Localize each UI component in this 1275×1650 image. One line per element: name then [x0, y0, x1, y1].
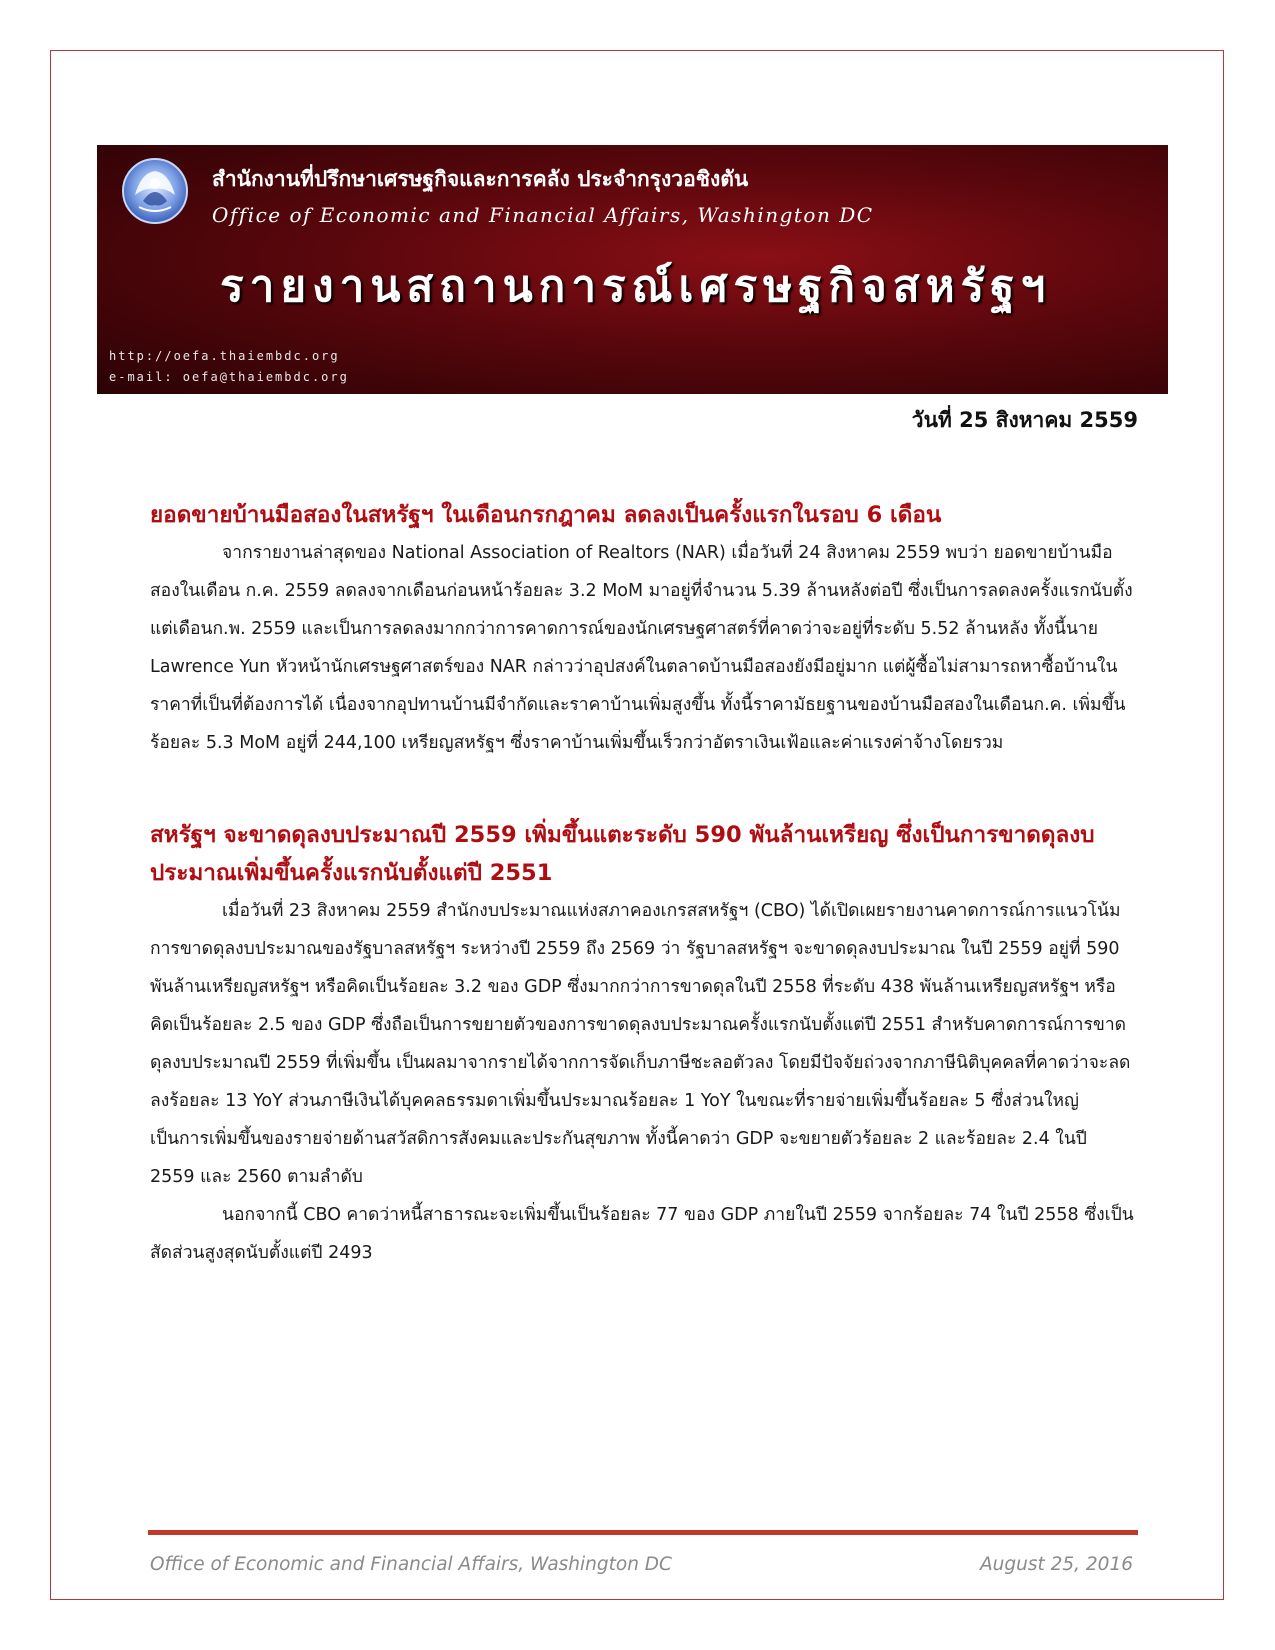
paragraph-budget-deficit: เมื่อวันที่ 23 สิงหาคม 2559 สำนักงบประมาณแห่งสภาคองเกรสสหรัฐฯ (CBO) ได้เปิดเผยรายงานคาดการณ์การแนวโน้มการขาดดุลงบประมาณของรัฐบาลสหรัฐฯ ระหว่างปี 2559 ถึง 2569 ว่า รัฐบาลสหรัฐฯ จะขาดดุลงบประมาณ ในปี 2559 อยู่ที่ 590 พันล้านเหรียญสหรัฐฯ หรือคิดเป็นร้อยละ 3.2 ของ GDP ซึ่งมากกว่าการขาดดุลในปี 2558 ที่ระดับ 438 พันล้านเหรียญสหรัฐฯ หรือคิดเป็นร้อยละ 2.5 ของ GDP ซึ่งถือเป็นการขยายตัวของการขาดดุลงบประมาณครั้งแรกนับตั้งแต่ปี 2551 สำหรับคาดการณ์การขาดดุลงบประมาณปี 2559 ที่เพิ่มขึ้น เป็นผลมาจากรายได้จากการจัดเก็บภาษีชะลอตัวลง โดยมีปัจจัยถ่วงจากภาษีนิติบุคคลที่คาดว่าจะลดลงร้อยละ 13 YoY ส่วนภาษีเงินได้บุคคลธรรมดาเพิ่มขึ้นประมาณร้อยละ 1 YoY ในขณะที่รายจ่ายเพิ่มขึ้นร้อยละ 5 ซึ่งส่วนใหญ่เป็นการเพิ่มขึ้นของรายจ่ายด้านสวัสดิการสังคมและประกันสุขภาพ ทั้งนี้คาดว่า GDP จะขยายตัวร้อยละ 2 และร้อยละ 2.4 ในปี 2559 และ 2560 ตามลำดับ [150, 901, 1131, 1187]
garuda-emblem-icon [119, 155, 191, 227]
office-name-thai: สำนักงานที่ปรึกษาเศรษฐกิจและการคลัง ประจำกรุงวอชิงตัน [212, 167, 749, 191]
footer-office-name: Office of Economic and Financial Affairs, Washington DC [150, 1554, 672, 1575]
footer-date: August 25, 2016 [979, 1554, 1133, 1575]
office-name-english: Office of Economic and Financial Affairs, Washington DC [212, 203, 874, 227]
report-title: รายงานสถานการณ์เศรษฐกิจสหรัฐฯ [220, 261, 1052, 312]
footer-divider [148, 1530, 1138, 1535]
contact-email[interactable]: e-mail: oefa@thaiembdc.org [109, 370, 349, 384]
header-banner [97, 145, 1168, 394]
website-url[interactable]: http://oefa.thaiembdc.org [109, 349, 340, 363]
section-spacer [150, 762, 1135, 816]
report-body [150, 496, 1135, 1272]
paragraph-public-debt: นอกจากนี้ CBO คาดว่าหนี้สาธารณะจะเพิ่มขึ้นเป็นร้อยละ 77 ของ GDP ภายในปี 2559 จากร้อยละ 74 ในปี 2558 ซึ่งเป็นสัดส่วนสูงสุดนับตั้งแต่ปี 2493 [150, 1205, 1134, 1263]
report-date: วันที่ 25 สิงหาคม 2559 [911, 408, 1138, 432]
section-title-budget-deficit: สหรัฐฯ จะขาดดุลงบประมาณปี 2559 เพิ่มขึ้นแตะระดับ 590 พันล้านเหรียญ ซึ่งเป็นการขาดดุลงบประมาณเพิ่มขึ้นครั้งแรกนับตั้งแต่ปี 2551 [150, 822, 1095, 886]
paragraph-home-sales: จากรายงานล่าสุดของ National Association of Realtors (NAR) เมื่อวันที่ 24 สิงหาคม 2559 พบว่า ยอดขายบ้านมือสองในเดือน ก.ค. 2559 ลดลงจากเดือนก่อนหน้าร้อยละ 3.2 MoM มาอยู่ที่จำนวน 5.39 ล้านหลังต่อปี ซึ่งเป็นการลดลงครั้งแรกนับตั้งแต่เดือนก.พ. 2559 และเป็นการลดลงมากกว่าการคาดการณ์ของนักเศรษฐศาสตร์ที่คาดว่าจะอยู่ที่ระดับ 5.52 ล้านหลัง ทั้งนี้นาย Lawrence Yun หัวหน้านักเศรษฐศาสตร์ของ NAR กล่าวว่าอุปสงค์ในตลาดบ้านมือสองยังมีอยู่มาก แต่ผู้ซื้อไม่สามารถหาซื้อบ้านในราคาที่เป็นที่ต้องการได้ เนื่องจากอุปทานบ้านมีจำกัดและราคาบ้านเพิ่มสูงขึ้น ทั้งนี้ราคามัธยฐานของบ้านมือสองในเดือนก.ค. เพิ่มขึ้นร้อยละ 5.3 MoM อยู่ที่ 244,100 เหรียญสหรัฐฯ ซึ่งราคาบ้านเพิ่มขึ้นเร็วกว่าอัตราเงินเฟ้อและค่าแรงค่าจ้างโดยรวม [150, 543, 1133, 753]
section-title-home-sales: ยอดขายบ้านมือสองในสหรัฐฯ ในเดือนกรกฎาคม ลดลงเป็นครั้งแรกในรอบ 6 เดือน [150, 502, 942, 528]
